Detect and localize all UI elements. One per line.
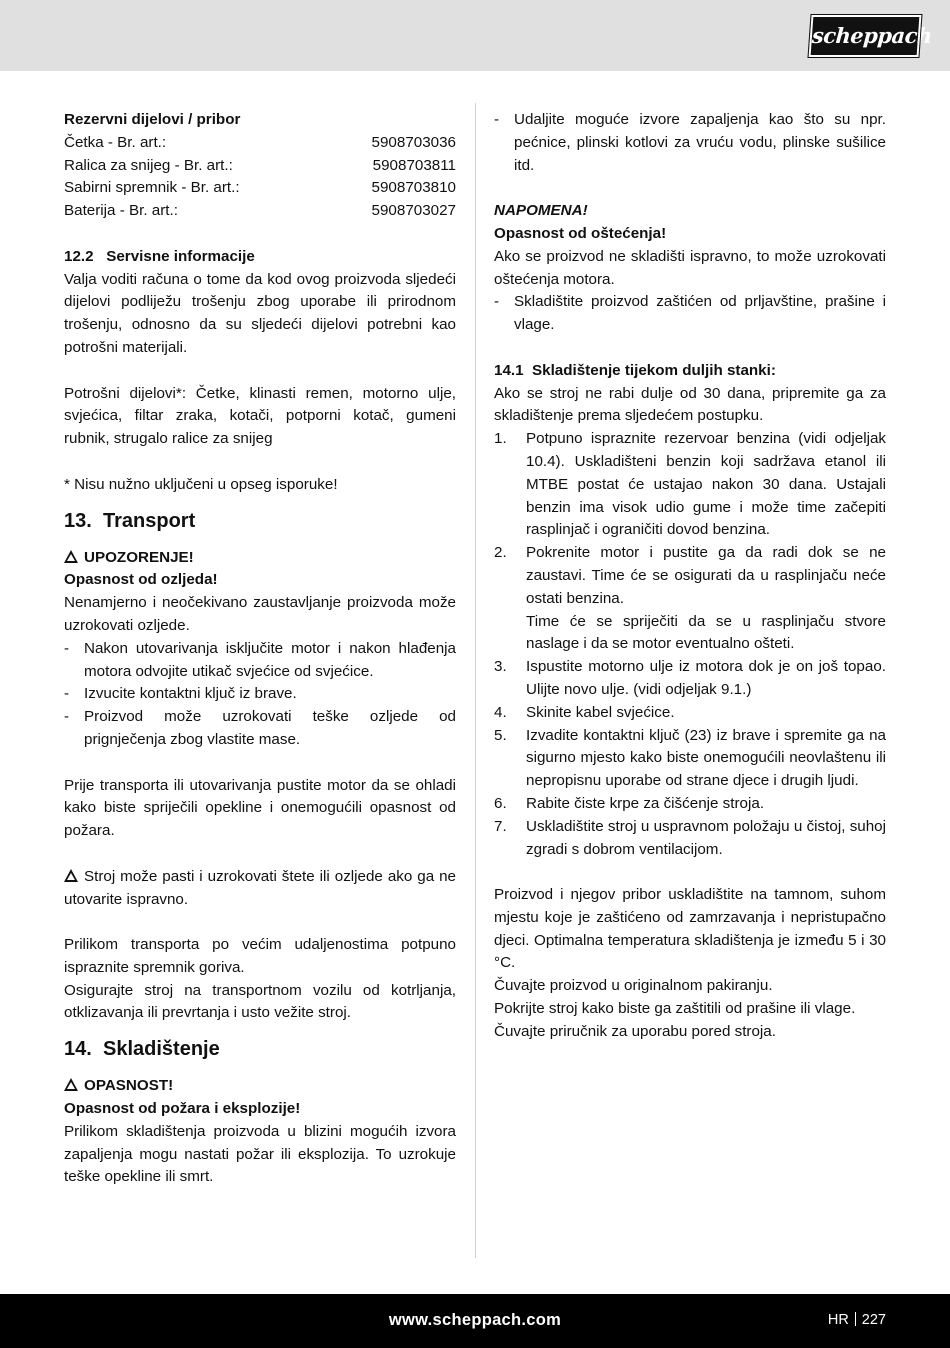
spare-part-row <box>64 177 456 200</box>
step-item <box>494 428 886 542</box>
injury-title: Opasnost od ozljeda! <box>64 571 218 589</box>
list-item: - Nakon utovarivanja isključite motor i nakon hlađenja motora odvojite utikač svjećice od svjećice. <box>64 638 456 684</box>
page-number <box>828 1309 886 1332</box>
damage-title: Opasnost od oštećenja! <box>494 224 667 242</box>
service-info-text: Valja voditi računa o tome da kod ovog proizvoda sljedeći dijelovi podliježu trošenju zbog uporabe ili prirodnom trošenju, odnosno da su sljedeći dijelovi potrebni kao potrošni materijali. <box>64 270 456 356</box>
page-number-value: 227 <box>861 1312 886 1328</box>
dark-place-text: Proizvod i njegov pribor uskladištite na tamnom, suhom mjestu koje je zaštićeno od zamrzavanja i nepristupačno djeci. Optimalna temperatura skladištenja je između 5 i 30 °C. <box>494 886 886 972</box>
transport-heading <box>64 508 456 534</box>
step-item <box>494 542 886 656</box>
fire-text: Prilikom skladištenja proizvoda u blizini mogućih izvora zapaljenja mogu nastati požar ili eksplozija. To uzrokuje teške opekline ili smrt. <box>64 1122 456 1186</box>
long-storage-text: Ako se stroj ne rabi dulje od 30 dana, pripremite ga za skladištenje prema sljedećem postupku. <box>494 384 886 425</box>
step-text: Uskladištite stroj u uspravnom položaju u čistoj, suhoj zgradi s dobrom ventilacijom. <box>526 817 886 858</box>
spare-parts-title: Rezervni dijelovi / pribor <box>64 111 241 128</box>
step-item <box>494 725 886 793</box>
step-text-extra: Time će se spriječiti da se u rasplinjaču stvore naslage i da se motor eventualno ošteti. <box>526 612 886 653</box>
spare-part-number: 5908703027 <box>371 202 456 220</box>
step-item <box>494 816 886 862</box>
cover-text: Pokrijte stroj kako biste ga zaštitili od prašine ili vlage. <box>494 1000 856 1018</box>
list-item-text: Udaljite moguće izvore zapaljenja kao što su npr. pećnice, plinski kotlovi za vruću vodu, plinske sušilice itd. <box>514 111 886 174</box>
before-transport-text: Prije transporta ili utovarivanja pustite motor da se ohladi kako biste spriječili opekline i onemogućili opasnost od požara. <box>64 776 456 840</box>
spare-part-name: Četka - Br. art.: <box>64 133 167 151</box>
warning-label-text: UPOZORENJE! <box>84 548 194 566</box>
step-number: 4. <box>494 703 507 721</box>
column-divider <box>475 103 476 1258</box>
warning-triangle-icon <box>64 1078 78 1091</box>
spare-part-row <box>64 132 456 155</box>
page-header <box>0 0 950 71</box>
warning-label <box>64 547 456 570</box>
injury-text: Nenamjerno i neočekivano zaustavljanje proizvoda može uzrokovati ozljede. <box>64 594 456 634</box>
footnote: * Nisu nužno uključeni u opseg isporuke! <box>64 475 338 493</box>
step-text-main: Pokrenite motor i pustite ga da radi dok se ne zaustavi. Time će se osigurati da u rasplinjaču neće ostati benzina. <box>526 544 886 607</box>
list-item-text: Skladištite proizvod zaštićen od prljavštine, prašine i vlage. <box>514 293 886 334</box>
step-text: Izvadite kontaktni ključ (23) iz brave i spremite ga na sigurno mjesto kako biste onemogućili neovlaštenu ili nepropisnu uporabe od strane djece i drugih ljudi. <box>526 726 886 790</box>
scheppach-logo: scheppach <box>809 15 922 57</box>
storage-heading <box>64 1036 456 1062</box>
spare-part-number: 5908703810 <box>371 179 456 197</box>
list-item: - Proizvod može uzrokovati teške ozljede od prignječenja zbog vlastite mase. <box>64 706 456 752</box>
step-text: Ispustite motorno ulje iz motora dok je on još topao. Ulijte novo ulje. (vidi odjeljak 9.1.) <box>526 658 886 698</box>
page-footer <box>0 1294 950 1348</box>
step-number: 6. <box>494 794 507 812</box>
warning-triangle-icon <box>64 869 78 882</box>
secure-machine-text: Osigurajte stroj na transportnom vozilu od kotrljanja, otklizavanja ili prevrtanja i usto vežite stroj. <box>64 981 456 1022</box>
damage-text: Ako se proizvod ne skladišti ispravno, to može uzrokovati oštećenja motora. <box>494 247 886 288</box>
danger-label <box>64 1075 456 1098</box>
step-text: Skinite kabel svjećice. <box>526 703 675 721</box>
step-text: Rabite čiste krpe za čišćenje stroja. <box>526 794 765 812</box>
step-number: 5. <box>494 726 507 744</box>
left-column <box>64 109 456 1189</box>
list-item-text: Izvucite kontaktni ključ iz brave. <box>84 685 297 703</box>
right-column <box>494 109 886 1044</box>
service-info-title: 12.2 Servisne informacije <box>64 247 255 265</box>
danger-label-text: OPASNOST! <box>84 1077 174 1095</box>
long-storage-title: 14.1 Skladištenje tijekom duljih stanki: <box>494 361 776 379</box>
language-code: HR <box>827 1312 849 1328</box>
fall-warning-content: Stroj može pasti i uzrokovati štete ili ozljede ako ga ne utovarite ispravno. <box>64 867 456 908</box>
long-distance-text: Prilikom transporta po većim udaljenostima potpuno ispraznite spremnik goriva. <box>64 936 456 976</box>
fire-title: Opasnost od požara i eksplozije! <box>64 1100 301 1118</box>
storage-title: Skladištenje <box>103 1038 220 1061</box>
consumables-text: Potrošni dijelovi*: Četke, klinasti remen, motorno ulje, svjećica, filtar zraka, kotači, potporni kotač, gumeni rubnik, strugalo ralice za snijeg <box>64 384 456 448</box>
step-number: 3. <box>494 658 507 676</box>
spare-part-row <box>64 200 456 223</box>
manual-text: Čuvajte priručnik za uporabu pored stroja. <box>494 1022 776 1040</box>
spare-part-name: Ralica za snijeg - Br. art.: <box>64 156 233 174</box>
transport-number: 13. <box>64 509 92 532</box>
step-text <box>526 542 886 656</box>
spare-part-name: Sabirni spremnik - Br. art.: <box>64 179 240 197</box>
transport-title: Transport <box>103 509 196 532</box>
fall-warning-text <box>64 866 456 912</box>
list-item: - Udaljite moguće izvore zapaljenja kao što su npr. pećnice, plinski kotlovi za vruću vodu, plinske sušilice itd. <box>494 109 886 177</box>
step-item <box>494 702 886 725</box>
step-number: 7. <box>494 817 507 835</box>
list-item-text: Nakon utovarivanja isključite motor i nakon hlađenja motora odvojite utikač svjećice od svjećice. <box>84 639 456 680</box>
warning-triangle-icon <box>64 550 78 563</box>
storage-number: 14. <box>64 1038 92 1061</box>
website-link[interactable]: www.scheppach.com <box>388 1311 562 1329</box>
spare-part-number: 5908703811 <box>372 156 456 174</box>
step-item <box>494 656 886 702</box>
spare-part-row <box>64 155 456 178</box>
spare-part-number: 5908703036 <box>371 133 456 151</box>
note-label: NAPOMENA! <box>494 202 588 220</box>
spare-part-name: Baterija - Br. art.: <box>64 202 178 220</box>
step-text: Potpuno ispraznite rezervoar benzina (vidi odjeljak 10.4). Uskladišteni benzin koji sadržava etanol ili MTBE postat će ustajao nakon 30 dana. Ustajali benzin ima visok udio gume i može time začepiti rasplinjač i ograničiti dovod benzina. <box>526 430 886 539</box>
step-number: 2. <box>494 544 507 562</box>
original-packaging-text: Čuvajte proizvod u originalnom pakiranju. <box>494 977 773 995</box>
list-item: - Skladištite proizvod zaštićen od prljavštine, prašine i vlage. <box>494 291 886 337</box>
list-item: - Izvucite kontaktni ključ iz brave. <box>64 683 456 706</box>
step-item <box>494 793 886 816</box>
list-item-text: Proizvod može uzrokovati teške ozljede od prignječenja zbog vlastite mase. <box>84 708 456 748</box>
step-number: 1. <box>494 430 507 448</box>
